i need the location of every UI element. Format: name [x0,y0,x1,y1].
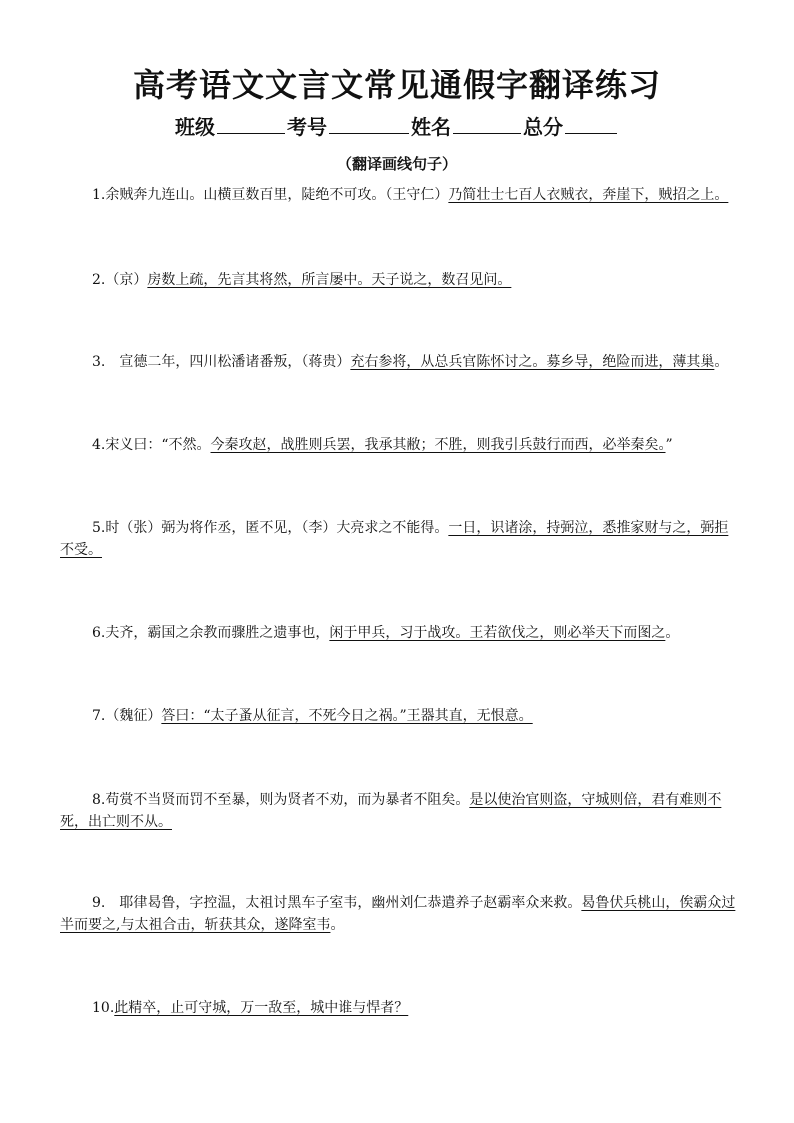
underlined-sentence: 曷鲁伏兵桃山，俟霸众过半而要之,与太祖合击，斩获其众，遂降室韦 [60,895,736,933]
question-3 [60,351,736,373]
question-7 [60,705,736,727]
question-5 [60,517,736,561]
class-blank[interactable] [217,115,285,134]
question-tail: 。 [714,354,729,370]
question-6 [60,622,736,644]
class-label: 班级 [175,115,215,139]
underlined-sentence: 闲于甲兵，习于战攻。王若欲伐之，则必举天下而图之 [329,625,666,641]
score-label: 总分 [523,115,563,139]
underlined-sentence: 答曰：“太子蚤从征言，不死今日之祸。”王器其直，无恨意。 [161,708,533,724]
name-label: 姓名 [411,115,451,139]
question-text: 1.余贼奔九连山。山横亘数百里，陡绝不可攻。（王守仁） [92,187,449,203]
question-tail: ” [665,437,673,453]
question-8 [60,789,736,833]
student-info-line [0,111,794,140]
question-text: 3. 宣德二年，四川松潘诸番叛，（蒋贵） [92,354,351,370]
question-9 [60,892,736,936]
question-text: 2.（京） [92,272,148,288]
underlined-sentence: 充右参将，从总兵官陈怀讨之。募乡导，绝险而进，薄其巢 [350,354,715,370]
question-text: 5.时（张）弼为将作丞，匿不见，（李）大亮求之不能得。 [92,520,449,536]
question-1 [60,184,736,206]
question-text: 8.苟赏不当贤而罚不至暴，则为贤者不劝，而为暴者不阻矣。 [92,792,470,808]
question-text: 6.夫齐，霸国之余教而骤胜之遗事也， [92,625,330,641]
question-text: 7.（魏征） [92,708,162,724]
name-blank[interactable] [453,115,521,134]
question-4 [60,434,736,456]
question-text: 9. 耶律曷鲁，字控温，太祖讨黑车子室韦，幽州刘仁恭遣养子赵霸率众来救。 [92,895,582,911]
exam-number-blank[interactable] [329,115,409,134]
question-2 [60,269,736,291]
question-text: 4.宋义曰：“不然。 [92,437,211,453]
question-text: 10. [92,1000,115,1016]
page-title: 高考语文文言文常见通假字翻译练习 [132,66,661,104]
question-10 [60,997,736,1019]
underlined-sentence: 房数上疏，先言其将然，所言屡中。天子说之，数召见问。 [147,272,512,288]
underlined-sentence: 一日，识诸涂，持弼泣，悉推家财与之，弼拒不受。 [60,520,729,558]
underlined-sentence: 今秦攻赵，战胜则兵罢，我承其敝；不胜，则我引兵鼓行而西，必举秦矣。 [210,437,666,453]
underlined-sentence: 此精卒，止可守城，万一敌至，城中谁与悍者？ [114,1000,409,1016]
question-tail: 。 [665,625,680,641]
instruction: （翻译画线句子） [336,155,457,173]
question-tail: 。 [330,917,345,933]
underlined-sentence: 是以使治官则盗，守城则倍，君有难则不死，出亡则不从。 [60,792,722,830]
underlined-sentence: 乃简壮士七百人衣贼衣，奔崖下，贼招之上。 [448,187,729,203]
score-blank[interactable] [565,115,617,134]
exam-number-label: 考号 [287,115,327,139]
